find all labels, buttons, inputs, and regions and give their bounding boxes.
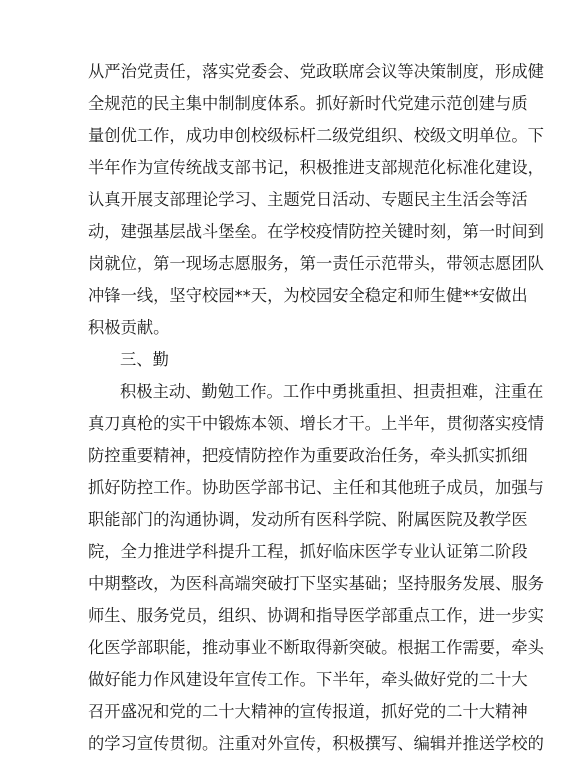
paragraph-1-line-4: 半年作为宣传统战支部书记，积极推进支部规范化标准化建设， xyxy=(88,158,544,177)
paragraph-1-line-3: 量创优工作，成功申创校级标杆二级党组织、校级文明单位。下 xyxy=(88,126,544,145)
paragraph-2-line-1: 积极主动、勤勉工作。工作中勇挑重担、担责担难，注重在 xyxy=(120,382,544,401)
paragraph-1-line-8: 冲锋一线，坚守校园**天，为校园安全稳定和师生健**安做出 xyxy=(88,286,528,305)
paragraph-2-line-9: 化医学部职能，推动事业不断取得新突破。根据工作需要，牵头 xyxy=(88,638,544,657)
paragraph-2-line-5: 职能部门的沟通协调，发动所有医科学院、附属医院及教学医 xyxy=(88,510,528,529)
paragraph-2-line-8: 师生、服务党员，组织、协调和指导医学部重点工作，进一步实 xyxy=(88,606,544,625)
section-heading: 三、勤 xyxy=(120,350,169,369)
paragraph-1-line-5: 认真开展支部理论学习、主题党日活动、专题民主生活会等活 xyxy=(88,190,528,209)
paragraph-2-line-6: 院，全力推进学科提升工程，抓好临床医学专业认证第二阶段 xyxy=(88,542,528,561)
paragraph-2-line-7: 中期整改，为医科高端突破打下坚实基础；坚持服务发展、服务 xyxy=(88,574,544,593)
paragraph-2-line-4: 抓好防控工作。协助医学部书记、主任和其他班子成员，加强与 xyxy=(88,478,544,497)
paragraph-1-line-7: 岗就位，第一现场志愿服务，第一责任示范带头，带领志愿团队 xyxy=(88,254,544,273)
paragraph-2-line-11: 召开盛况和党的二十大精神的宣传报道，抓好党的二十大精神 xyxy=(88,702,528,721)
paragraph-1-line-6: 动，建强基层战斗堡垒。在学校疫情防控关键时刻，第一时间到 xyxy=(88,222,544,241)
paragraph-1-line-1: 从严治党责任，落实党委会、党政联席会议等决策制度，形成健 xyxy=(88,62,544,81)
paragraph-2-line-2: 真刀真枪的实干中锻炼本领、增长才干。上半年，贯彻落实疫情 xyxy=(88,414,544,433)
paragraph-2-line-12: 的学习宣传贯彻。注重对外宣传，积极撰写、编辑并推送学校的 xyxy=(88,734,544,753)
paragraph-2-line-10: 做好能力作风建设年宣传工作。下半年，牵头做好党的二十大 xyxy=(88,670,528,689)
paragraph-2-line-3: 防控重要精神，把疫情防控作为重要政治任务，牵头抓实抓细 xyxy=(88,446,528,465)
paragraph-1-line-9: 积极贡献。 xyxy=(88,318,170,337)
paragraph-1-line-2: 全规范的民主集中制制度体系。抓好新时代党建示范创建与质 xyxy=(88,94,528,113)
